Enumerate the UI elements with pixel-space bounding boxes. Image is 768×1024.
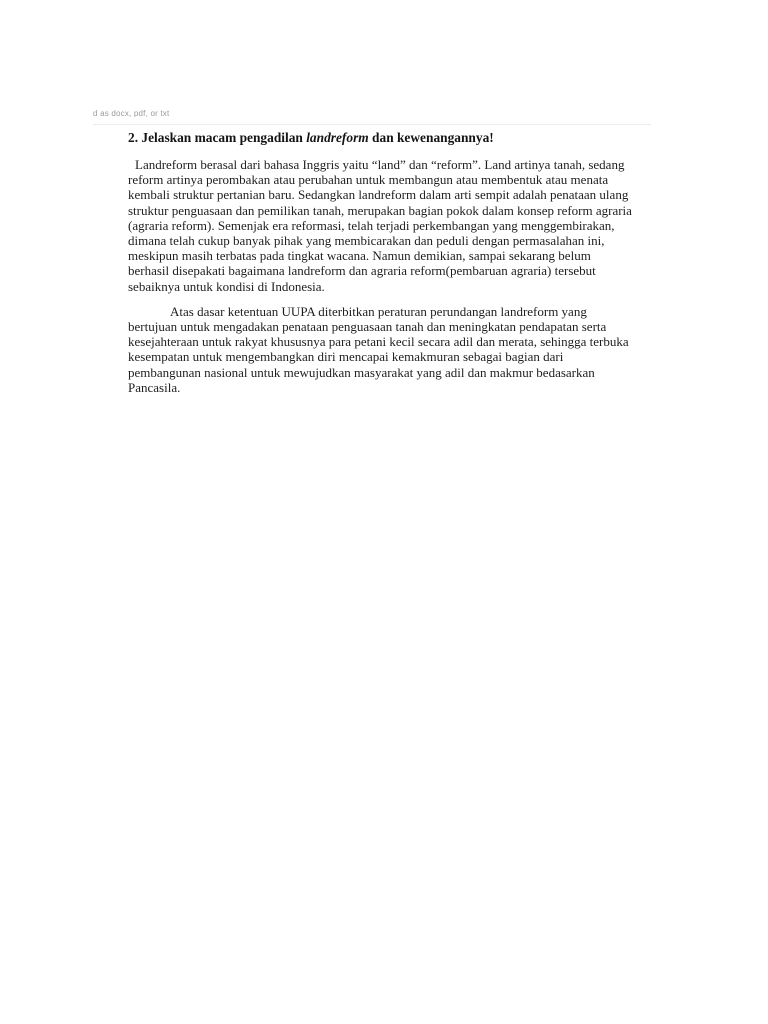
cut-off-header-text: d as docx, pdf, or txt <box>93 109 170 117</box>
header-divider <box>93 124 651 125</box>
paragraph-line: kesempatan untuk mengembangkan diri mencapai kemakmuran sebagai bagian dari <box>128 349 564 365</box>
paragraph-line: Landreform berasal dari bahasa Inggris yaitu “land” dan “reform”. Land artinya tanah, sedang <box>135 157 625 172</box>
paragraph-landreform-definition <box>128 157 648 294</box>
paragraph-line: pembangunan nasional untuk mewujudkan masyarakat yang adil dan makmur bedasarkan <box>128 364 595 380</box>
paragraph-line: bertujuan untuk mengadakan penataan penguasaan tanah dan meningkatan pendapatan serta <box>128 319 607 335</box>
question-prefix: 2. Jelaskan macam pengadilan <box>128 130 307 145</box>
paragraph-line: struktur penguasaan dan pemilikan tanah, merupakan bagian pokok dalam konsep reform agraria <box>128 202 632 218</box>
paragraph-line: berhasil disepakati bagaimana landreform dan agraria reform(pembaruan agraria) tersebut <box>128 263 596 279</box>
paragraph-line: kembali struktur pertanian baru. Sedangkan landreform dalam arti sempit adalah penataan ulang <box>128 187 629 203</box>
paragraph-uupa <box>128 304 648 395</box>
question-heading <box>128 130 648 146</box>
paragraph-line: reform artinya perombakan atau perubahan untuk membangun atau membentuk atau menata <box>128 172 609 188</box>
paragraph-line: meskipun masih terbatas pada tingkat wacana. Namun demikian, sampai sekarang belum <box>128 248 591 264</box>
paragraph-line: kesejahteraan untuk rakyat khususnya para petani kecil secara adil dan merata, sehingga terbuka <box>128 334 629 350</box>
paragraph-line: Pancasila. <box>128 379 181 395</box>
paragraph-line: (agraria reform). Semenjak era reformasi, telah terjadi perkembangan yang menggembirakan, <box>128 217 615 233</box>
document-body <box>128 130 648 395</box>
paragraph-line: dimana telah cukup banyak pihak yang membicarakan dan peduli dengan permasalahan ini, <box>128 233 605 249</box>
paragraph-line: sebaiknya untuk kondisi di Indonesia. <box>128 278 325 294</box>
question-emphasis: landreform <box>306 130 369 145</box>
question-suffix: dan kewenangannya! <box>368 130 494 145</box>
paragraph-line: Atas dasar ketentuan UUPA diterbitkan peraturan perundangan landreform yang <box>170 303 587 319</box>
